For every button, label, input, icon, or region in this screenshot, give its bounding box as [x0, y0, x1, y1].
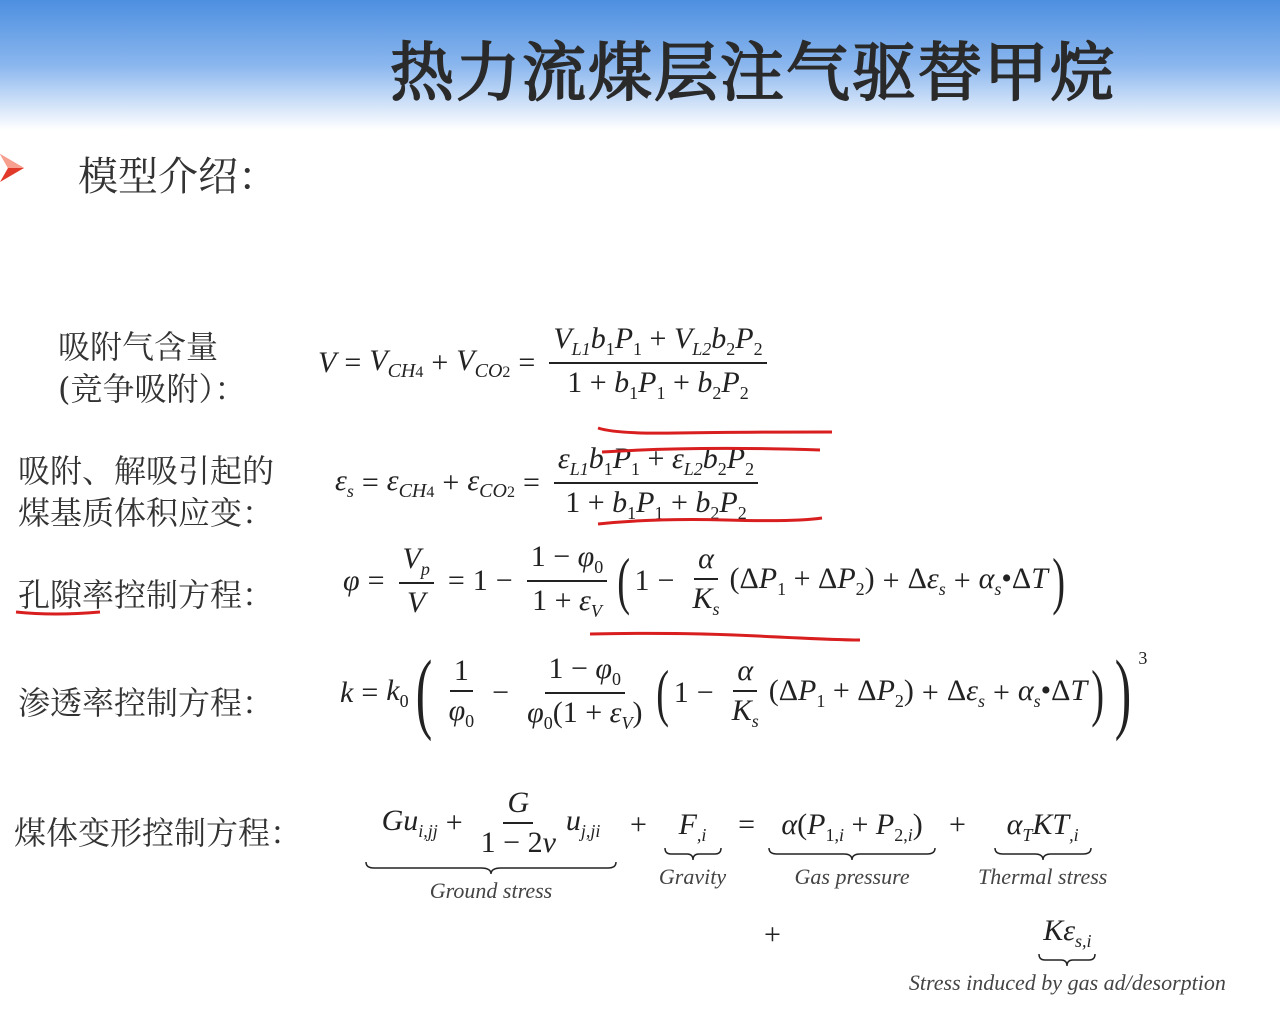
deformation-label-line-1: 煤体变形控制方程： — [14, 814, 303, 852]
ground-stress-term: $Gu_{i,jj}$ + $\frac{G}{1 - 2v}$ $u_{j,ji}$ Ground stress — [364, 786, 618, 904]
strain-label-line-1: 吸附、解吸引起的 — [18, 452, 275, 490]
red-underline-2 — [596, 444, 826, 530]
adsorption-equation: V = $V_{CH4}$ + $V_{CO2}$ = $\frac{V_{L1}b_1P_1 + V_{L2}b_2P_2}{1 + b_1P_1 + b_2P_2}$ — [318, 322, 773, 404]
thermal-stress-term: $\alpha_TKT_{,i}$ Thermal stress — [977, 808, 1108, 889]
red-underline-1 — [596, 422, 836, 438]
adsorption-label-line-1: 吸附气含量 — [58, 328, 219, 366]
thermal-stress-label: Thermal stress — [977, 864, 1108, 889]
gravity-label: Gravity — [658, 864, 727, 889]
bullet-arrow-icon — [0, 150, 26, 186]
gravity-term: $F_{,i}$ Gravity — [658, 808, 727, 889]
strain-equation: $\varepsilon_s$ = $\varepsilon_{CH4}$ + $\varepsilon_{CO2}$ = $\frac{\varepsilon_{L1}b_1P_1 + \varepsilon_{L2}b_2P_2}{1 + b_1P_1 + b_2P_2}$ — [335, 442, 764, 524]
deformation-equation-continued: + $K\varepsilon_{s,i}$ Stress induced by gas ad/desorption — [764, 914, 1226, 995]
ground-stress-label: Ground stress — [429, 878, 553, 903]
thermal-stress-brace-icon — [993, 846, 1093, 862]
section-subtitle: 模型介绍： — [78, 154, 278, 200]
permeability-equation: k = $k_0$ ( $\frac{1}{\varphi_0}$ − $\frac{1 - \varphi_0}{\varphi_0(1 + \varepsilon_V)}$ ( 1 − $\frac{\alpha}{K_s}$ $(\Delta P_1 + \Delta P_2)$ + $\Delta\varepsilon_s$ + $\alpha_s•\Delta T$ ) ) $^3$ — [340, 643, 1148, 742]
ground-stress-brace-icon — [364, 860, 618, 876]
gas-pressure-term: $\alpha(P_{1,i} + P_{2,i})$ Gas pressure — [767, 786, 937, 890]
strain-label — [18, 450, 274, 534]
permeability-label — [18, 682, 274, 724]
deformation-equation: $Gu_{i,jj}$ + $\frac{G}{1 - 2v}$ $u_{j,ji}$ Ground stress + $F_{,i}$ Gravity = $\alpha(P_{1,i} + P_{2,i})$ Gas pressure + $\alpha_TKT_{,i}$ Thermal stress — [360, 786, 1111, 904]
strain-label-line-2: 煤基质体积应变： — [18, 494, 275, 532]
desorption-brace-icon — [1037, 952, 1097, 968]
red-underline-4 — [588, 628, 863, 644]
adsorption-label — [58, 326, 247, 410]
desorption-stress-term: $K\varepsilon_{s,i}$ Stress induced by gas ad/desorption — [908, 914, 1226, 995]
deformation-label — [14, 812, 302, 854]
slide-title: 热力流煤层注气驱替甲烷 — [390, 36, 1116, 111]
porosity-label-line-1: 孔隙率控制方程： — [18, 576, 275, 614]
porosity-equation: φ = $\frac{V_p}{V}$ = 1 − $\frac{1 - \varphi_0}{1 + \varepsilon_V}$ ( 1 − $\frac{\alpha}{K_s}$ $(\Delta P_1 + \Delta P_2)$ + $\Delta\varepsilon_s$ + $\alpha_s•\Delta T$ ) — [343, 540, 1065, 621]
gas-pressure-brace-icon — [767, 846, 937, 862]
gravity-brace-icon — [663, 846, 723, 862]
gas-pressure-label: Gas pressure — [794, 864, 910, 889]
adsorption-label-line-2: (竞争吸附）： — [58, 370, 247, 408]
desorption-stress-label: Stress induced by gas ad/desorption — [908, 970, 1226, 995]
red-underline-3 — [14, 606, 104, 618]
permeability-label-line-1: 渗透率控制方程： — [18, 684, 275, 722]
